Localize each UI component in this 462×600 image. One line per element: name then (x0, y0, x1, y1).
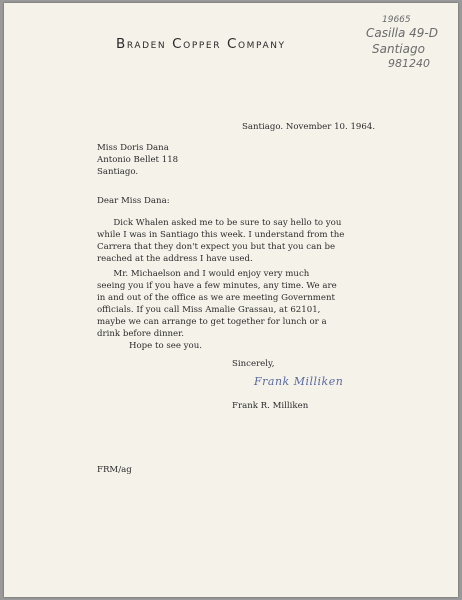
pencil-note-number: 19665 (382, 15, 411, 25)
paragraph-line: in and out of the office as we are meeting Government (97, 293, 335, 303)
pencil-note-city: Santiago (372, 42, 425, 56)
signer-name: Frank R. Milliken (232, 401, 309, 411)
paragraph-line: Carrera that they don't expect you but that you can be (97, 242, 336, 252)
closing: Sincerely, (232, 359, 275, 369)
paragraph-2 (97, 268, 407, 340)
recipient-street: Antonio Bellet 118 (97, 155, 179, 165)
salutation: Dear Miss Dana: (97, 196, 170, 206)
paragraph-line: officials. If you call Miss Amalie Grassau, at 62101, (97, 305, 321, 315)
paragraph-line: seeing you if you have a few minutes, any time. We are (97, 281, 337, 291)
recipient-name: Miss Doris Dana (97, 143, 169, 153)
pencil-note-casilla: Casilla 49-D (366, 26, 438, 40)
paragraph-line: Dick Whalen asked me to be sure to say hello to you (97, 218, 342, 228)
letter-page (4, 3, 458, 597)
handwritten-signature: Frank Milliken (254, 375, 344, 388)
paragraph-1 (97, 217, 407, 265)
recipient-address (97, 142, 178, 178)
reference-initials: FRM/ag (97, 465, 132, 475)
pencil-note-id: 981240 (388, 57, 430, 70)
closing-remark: Hope to see you. (129, 341, 202, 351)
paragraph-line: Mr. Michaelson and I would enjoy very much (97, 269, 310, 279)
paragraph-line: maybe we can arrange to get together for lunch or a (97, 317, 327, 327)
letterhead: Braden Copper Company (116, 36, 286, 52)
paragraph-line: drink before dinner. (97, 329, 184, 339)
paragraph-line: while I was in Santiago this week. I understand from the (97, 230, 345, 240)
paragraph-line: reached at the address I have used. (97, 254, 253, 264)
recipient-city: Santiago. (97, 167, 139, 177)
letter-date: Santiago. November 10. 1964. (242, 122, 376, 132)
